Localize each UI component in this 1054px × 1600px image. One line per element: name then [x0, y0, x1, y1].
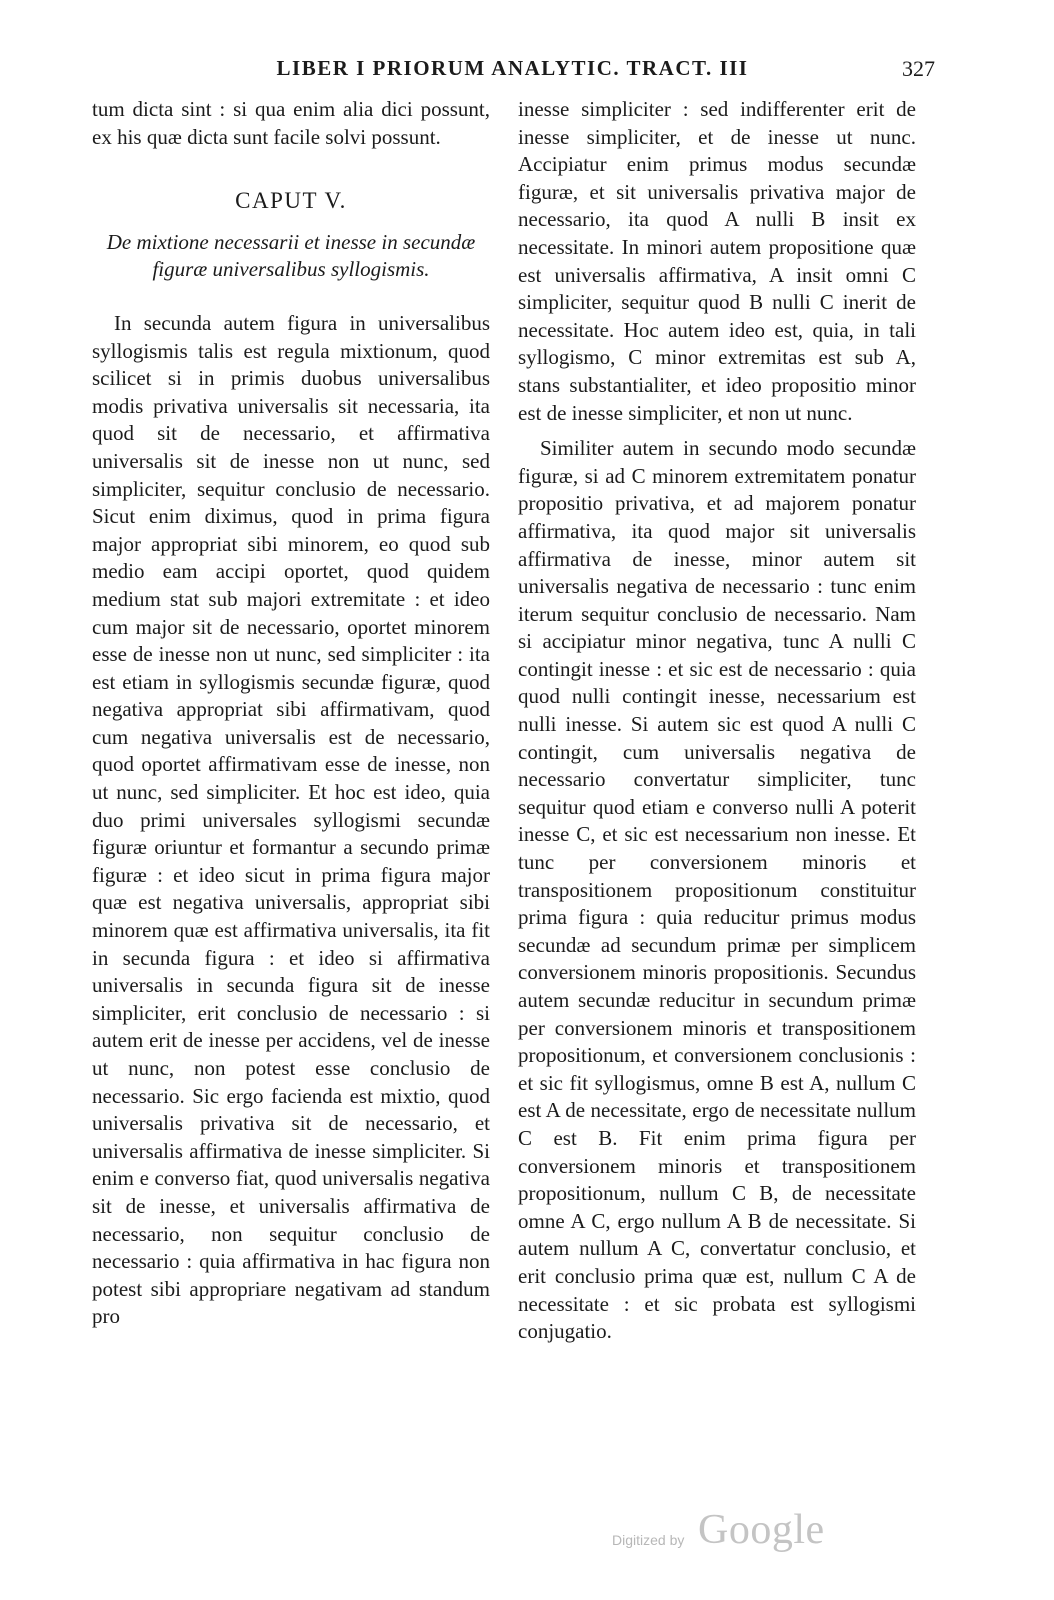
- left-column: [92, 96, 490, 1331]
- left-paragraph-2: In secunda autem figura in universalibus syllogismis talis est regula mixtionum, quod scilicet si in primis duobus universalibus modis privativa universalis sit necessaria, ita quod sit de necessario, et affirmativa universalis sit de inesse non ut nunc, sed simpliciter, sequitur conclusio de necessario. Sicut enim diximus, quod in prima figura major appropriat sibi minorem, eo quod sub medio eam accipi oportet, quod quidem medium stat sub majori extremitate : et ideo cum major sit de necessario, oportet minorem esse de inesse non ut nunc, sed simpliciter : ita est etiam in syllogismis secundæ figuræ, quod negativa appropriat sibi affirmativam, quod cum negativa universalis est de necessario, quod oportet affirmativam esse de inesse, non ut nunc, sed simpliciter. Et hoc est ideo, quia duo primi universales syllogismi secundæ figuræ oriuntur et formantur a secundo primæ figuræ : et ideo sicut in prima figura major quæ est negativa universalis, appropriat sibi minorem quæ est affirmativa universalis, ita fit in secunda figura : et ideo si affirmativa universalis in secunda figura sit de inesse simpliciter, erit conclusio de necessario : si autem erit de inesse per accidens, vel de inesse ut nunc, non potest esse conclusio de necessario. Sic ergo facienda est mixtio, quod universalis privativa sit de necessario, et universalis affirmativa de inesse simpliciter. Si enim e converso fiat, quod universalis negativa sit de inesse, et universalis affirmativa de necessario, non sequitur conclusio de necessario : quia affirmativa in hac figura non potest sibi appropriare negativam ad standum pro: [92, 310, 490, 1329]
- google-logo-text: Google: [698, 1507, 825, 1553]
- right-paragraph-1: inesse simpliciter : sed indifferenter erit de inesse simpliciter, et de inesse ut nunc. Accipiatur enim primus modus secundæ figuræ, et sit universalis privativa major de necessario, ita quod A nulli B insit ex necessitate. In minori autem propositione quæ est universalis affirmativa, A insit omni C simpliciter, sequitur quod B nulli C inerit de necessitate. Hoc autem ideo est, quia, in tali syllogismo, C minor extremitas est sub A, stans substantialiter, et ideo propositio minor est de inesse simpliciter, et non ut nunc.: [518, 97, 916, 425]
- chapter-subtitle: De mixtione necessarii et inesse in secundæ figuræ universalibus syllogismis.: [106, 229, 476, 282]
- page-header: [90, 56, 935, 88]
- page-number: 327: [902, 56, 935, 81]
- chapter-heading: CAPUT V.: [235, 188, 347, 214]
- digitized-by-label: Digitized by: [612, 1532, 685, 1548]
- right-column: [518, 96, 916, 1346]
- left-paragraph-1: tum dicta sint : si qua enim alia dici possunt, ex his quæ dicta sunt facile solvi possunt.: [92, 97, 490, 149]
- running-title: LIBER I PRIORUM ANALYTIC. TRACT. III: [276, 56, 749, 80]
- right-paragraph-2: Similiter autem in secundo modo secundæ figuræ, si ad C minorem extremitatem ponatur propositio privativa, et ad majorem ponatur affirmativa, ita quod major sit universalis affirmativa de inesse, minor autem sit universalis negativa de necessario : tunc enim iterum sequitur conclusio de necessario. Nam si accipiatur minor negativa, tunc A nulli C contingit inesse : et sic est de necessario : quia quod nulli contingit inesse, necessarium est nulli inesse. Si autem sic est quod A nulli C contingit, cum universalis negativa de necessario convertatur simpliciter, tunc sequitur quod etiam e converso nulli A poterit inesse C, et sic est necessarium non inesse. Et tunc per conversionem minoris et transpositionem propositionum constituitur prima figura : quia reducitur primus modus secundæ ad secundum primæ per simplicem conversionem minoris propositionis. Secundus autem secundæ reducitur in secundum primæ per conversionem minoris et transpositionem propositionum, et conversionem conclusionis : et sic fit syllogismus, omne B est A, nullum C est A de necessitate, ergo de necessitate nullum C est B. Fit enim prima figura per conversionem minoris et transpositionem propositionum, nullum C B, de necessitate omne A C, ergo nullum A B de necessitate. Si autem nullum A C, convertatur conclusio, et erit conclusio prima quæ est, nullum C A de necessitate : et sic probata est syllogismi conjugatio.: [518, 436, 916, 1344]
- digitization-watermark: [612, 1508, 842, 1552]
